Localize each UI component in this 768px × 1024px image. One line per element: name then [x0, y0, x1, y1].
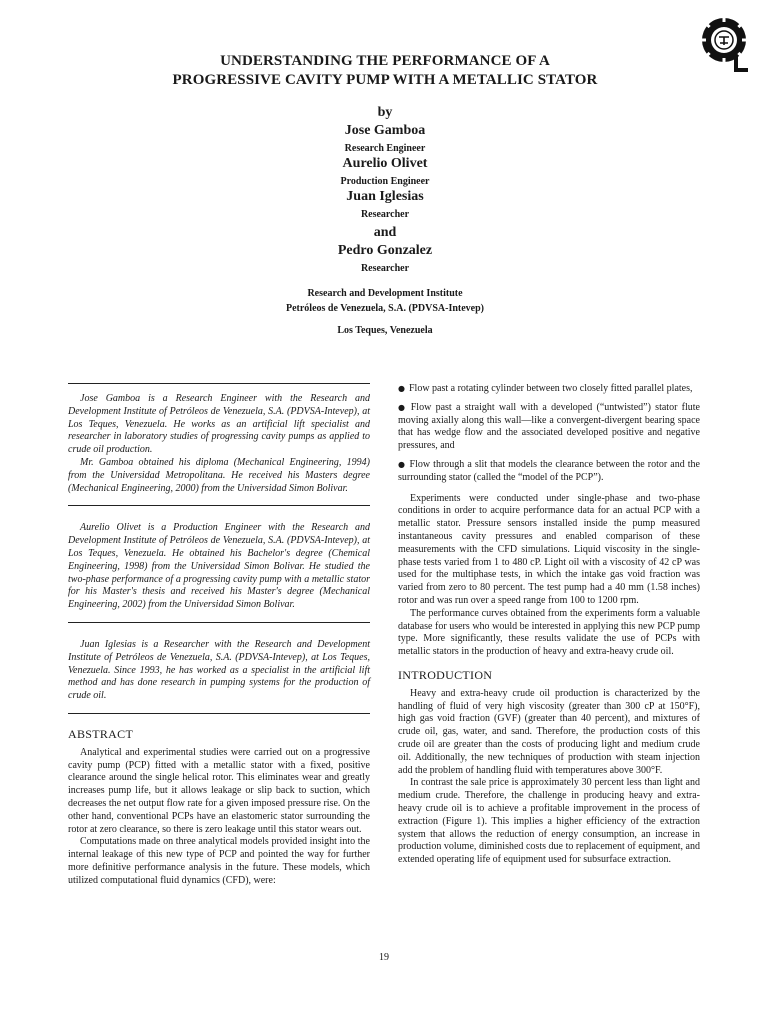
- company-name: Petróleos de Venezuela, S.A. (PDVSA-Intevep): [285, 303, 485, 314]
- bio-paragraph: Aurelio Olivet is a Production Engineer with the Research and Development Institute of Petróleos de Venezuela, S.A. (PDVSA-Intevep), at Los Teques, Venezuela. He obtained his Bachelor's degree (Chemical Engineering, 1998) from the Universidad Simon Bolivar. He studied the two-phase performance of a progressing cavity pump with a metallic stator for his Master's thesis and received his Master's degree (Mechanical Engineering, 2002) from the Universidad Simon Bolivar.: [68, 522, 370, 611]
- author-name: Pedro Gonzalez: [337, 243, 433, 258]
- institute-name: Research and Development Institute: [307, 288, 463, 299]
- divider: [68, 713, 370, 714]
- bullet-icon: ●: [398, 384, 405, 393]
- bio-paragraph: Juan Iglesias is a Researcher with the Research and Development Institute of Petróleos de Venezuela, S.A. (PDVSA-Intevep), at Los Teques, Venezuela. Since 1993, he has worked as a specialist in the artificial lift method and has done research in pumping systems for the production of crude oil.: [68, 638, 370, 702]
- right-column: [398, 383, 700, 867]
- bio-paragraph: Jose Gamboa is a Research Engineer with the Research and Development Institute of Petróleos de Venezuela, S.A. (PDVSA-Intevep), at Los Teques, Venezuela. He works as an artificial lift specialist and researcher in laboratory studies of progressing cavity pumps as applied to crude oil production.: [68, 393, 370, 456]
- paper-title-line-2: PROGRESSIVE CAVITY PUMP WITH A METALLIC STATOR: [172, 72, 598, 88]
- by-label: by: [377, 105, 393, 120]
- author-name: Juan Iglesias: [346, 189, 424, 204]
- and-label: and: [373, 225, 397, 240]
- abstract-paragraph: Computations made on three analytical models provided insight into the internal leakage of this new type of PCP and pointed the way for further more definitive performance analysis in the future. These models, which utilized computational fluid dynamics (CFD), were:: [68, 836, 370, 886]
- abstract-heading: ABSTRACT: [68, 726, 134, 741]
- paper-header: [120, 52, 650, 336]
- body-paragraph: In contrast the sale price is approximately 30 percent less than light and medium crude. Therefore, the challenge in producing heavy and extra-heavy crude oil is to achieve a profitable improvement in the process of extraction (Figure 1). This implies a higher efficiency of the extraction system that allows the reduction of energy consumption, an increase in production volume, diminished costs due to replacement of equipment, and extended operating life of equipment used for subsurface extraction.: [398, 777, 700, 866]
- author-bio: [68, 506, 370, 622]
- body-paragraph: The performance curves obtained from the experiments form a valuable database for users who would be interested in applying this new PCP pump type. More significantly, these results validate the use of PCPs with metallic stators in the production of heavy and extra-heavy crude oil.: [398, 607, 700, 658]
- bullet-item: ● Flow past a straight wall with a developed (“untwisted”) stator flute moving axially along this wall—like a convergent-divergent bearing space that has wedge flow and the associated developed positive and negative pressures, and: [398, 401, 700, 452]
- bullet-item: ● Flow past a rotating cylinder between two closely fitted parallel plates,: [398, 383, 693, 394]
- bullet-item: ● Flow through a slit that models the clearance between the rotor and the surrounding stator (called the “model of the PCP”).: [398, 458, 700, 483]
- bullet-icon: ●: [398, 459, 406, 469]
- author-bio: [68, 384, 370, 505]
- location: Los Teques, Venezuela: [337, 325, 433, 336]
- author-role: Researcher: [360, 263, 410, 274]
- bullet-icon: ●: [398, 402, 407, 412]
- author-role: Production Engineer: [340, 176, 430, 187]
- body-paragraph: Experiments were conducted under single-phase and two-phase conditions in order to acquire performance data for an actual PCP with a metallic stator. Pressure sensors installed inside the pump measured instantaneous cavity pressures and enabled comparison of these measurements with the CFD simulations. Liquid viscosity in the single-phase tests varied from 1 to 480 cP. Light oil with a viscosity of 42 cP was used for the multiphase tests, in which the intake gas void fraction was varied from zero to 80 percent. The test pump had a 40 mm (1.58 inches) rotor and was run over a speed range from 100 to 1200 rpm.: [398, 492, 700, 606]
- author-name: Aurelio Olivet: [342, 156, 428, 171]
- turbo-symposium-logo: [698, 14, 750, 72]
- paper-title-line-1: UNDERSTANDING THE PERFORMANCE OF A: [220, 53, 550, 69]
- introduction-heading: INTRODUCTION: [398, 667, 493, 682]
- abstract-paragraph: Analytical and experimental studies were carried out on a progressive cavity pump (PCP) fitted with a metallic stator with a fixed, positive clearance around the single helical rotor. This eliminates wear and greatly increases pump life, but it allows leakage or slip back to suction, which decreases the net output flow rate for a given imposed pressure rise. On the other hand, conventional PCPs have an elastomeric stator surrounding the rotor at zero clearance, so there is zero leakage until this stator wears out.: [68, 746, 370, 835]
- author-role: Research Engineer: [344, 143, 426, 154]
- author-name: Jose Gamboa: [344, 123, 426, 138]
- author-bio: [68, 623, 370, 713]
- body-paragraph: Heavy and extra-heavy crude oil production is characterized by the handling of fluid of very high viscosity (greater than 300 cP at 150°F), high gas void fraction (GVF) (greater than 40 percent), and mixtures of crude oil, gas, water, and sand. Therefore, the production costs of this crude oil are greater than the costs of producing light and medium crude oil. Additionally, the new techniques of production with steam injection add the problem of handling fluid with temperatures above 300°F.: [398, 687, 700, 776]
- bio-paragraph: Mr. Gamboa obtained his diploma (Mechanical Engineering, 1994) from the Universidad Metropolitana. He received his Masters degree (Mechanical Engineering, 2000) from the Universidad Simon Bolivar.: [68, 456, 370, 494]
- page-number: 19: [379, 952, 389, 963]
- author-role: Researcher: [360, 209, 410, 220]
- left-column: [68, 383, 370, 888]
